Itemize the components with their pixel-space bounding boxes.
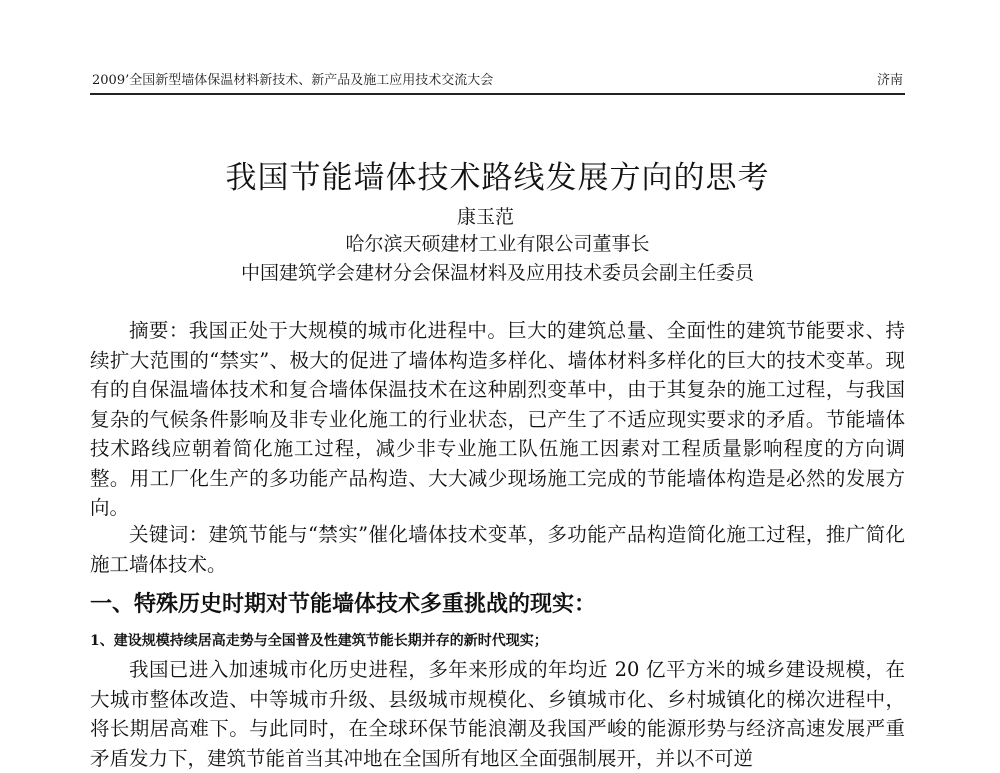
conference-title: 2009’全国新型墙体保温材料新技术、新产品及施工应用技术交流大会 [92, 73, 494, 88]
subsection-heading: 1、建设规模持续居高走势与全国普及性建筑节能长期并存的新时代现实； [90, 633, 548, 649]
paper-page [90, 0, 905, 770]
keywords [90, 520, 905, 579]
affiliation-society: 中国建筑学会建材分会保温材料及应用技术委员会副主任委员 [240, 262, 754, 284]
header-rule [90, 93, 905, 95]
affiliation-company: 哈尔滨天硕建材工业有限公司董事长 [345, 233, 650, 255]
abstract [90, 316, 905, 523]
abstract-text: 我国正处于大规模的城市化进程中。巨大的建筑总量、全面性的建筑节能要求、持续扩大范围的“禁实”、极大的促进了墙体构造多样化、墙体材料多样化的巨大的技术变革。现有的自保温墙体技术和复合墙体保温技术在这种剧烈变革中，由于其复杂的施工过程，与我国复杂的气候条件影响及非专业化施工的行业状态，已产生了不适应现实要求的矛盾。节能墙体技术路线应朝着简化施工过程，减少非专业施工队伍施工因素对工程质量影响程度的方向调整。用工厂化生产的多功能产品构造、大大减少现场施工完成的节能墙体构造是必然的发展方向。 [90, 319, 905, 519]
keywords-text: 建筑节能与“禁实”催化墙体技术变革，多功能产品构造简化施工过程，推广简化施工墙体技术。 [90, 523, 905, 576]
running-header [90, 70, 905, 92]
paper-title: 我国节能墙体技术路线发展方向的思考 [225, 160, 770, 196]
body-paragraph: 我国已进入加速城市化历史进程，多年来形成的年均近 20 亿平方米的城乡建设规模，在大城市整体改造、中等城市升级、县级城市规模化、乡镇城市化、乡村城镇化的梯次进程中，将长期居高难下。与此同时，在全球环保节能浪潮及我国严峻的能源形势与经济高速发展严重矛盾发力下，建筑节能首当其冲地在全国所有地区全面强制展开，并以不可逆 [90, 658, 905, 770]
keywords-label: 关键词： [129, 523, 209, 546]
section-heading: 一、特殊历史时期对节能墙体技术多重挑战的现实： [90, 591, 597, 617]
author-name-text: 康玉范 [456, 206, 514, 228]
author-name [90, 204, 905, 230]
conference-location: 济南 [876, 73, 903, 88]
abstract-label: 摘要： [129, 319, 189, 342]
